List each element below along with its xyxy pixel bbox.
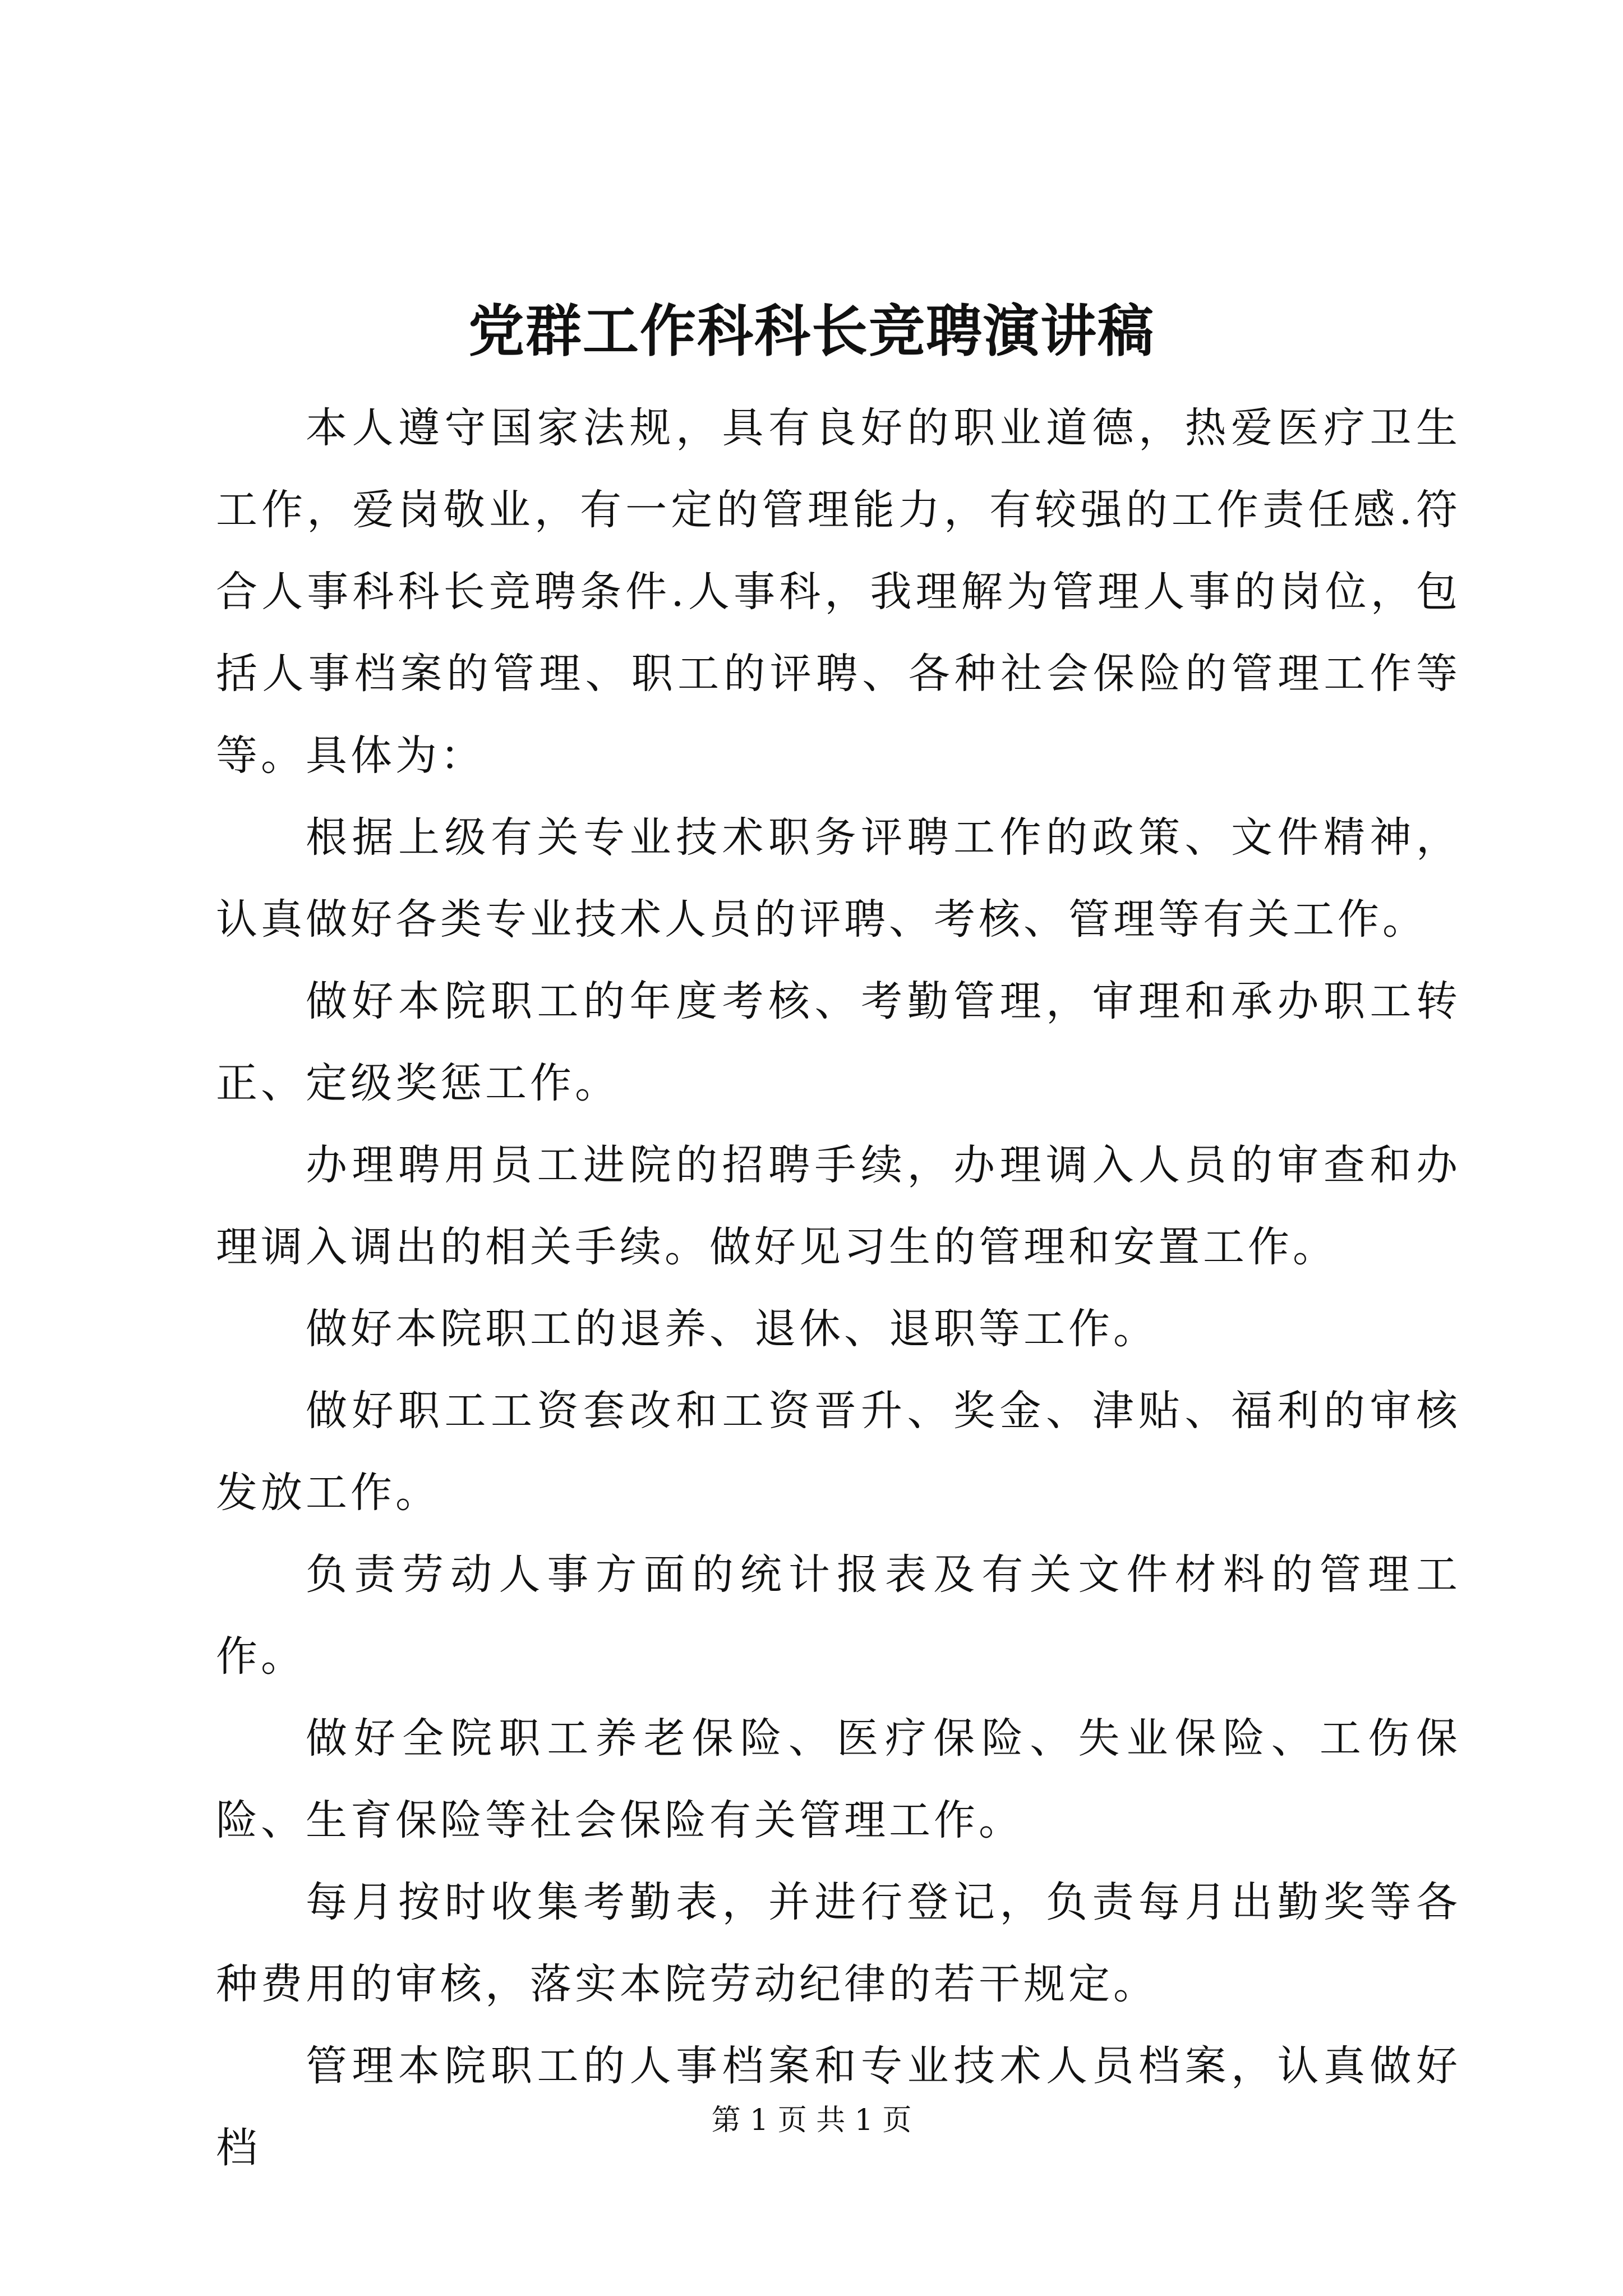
paragraph-item: 负责劳动人事方面的统计报表及有关文件材料的管理工作。 — [216, 1550, 1461, 1681]
paragraph-item: 做好全院职工养老保险、医疗保险、失业保险、工伤保险、生育保险等社会保险有关管理工作。 — [216, 1714, 1461, 1844]
paragraph-item: 管理本院职工的人事档案和专业技术人员档案，认真做好档 — [216, 2042, 1461, 2172]
document-body — [216, 387, 1461, 2189]
document-title: 党群工作科科长竞聘演讲稿 — [468, 298, 1155, 364]
paragraph-item: 根据上级有关专业技术职务评聘工作的政策、文件精神，认真做好各类专业技术人员的评聘、考核、管理等有关工作。 — [216, 813, 1461, 944]
paragraph-item: 做好职工工资套改和工资晋升、奖金、津贴、福利的审核发放工作。 — [216, 1387, 1461, 1517]
paragraph-item: 办理聘用员工进院的招聘手续，办理调入人员的审查和办理调入调出的相关手续。做好见习生的管理和安置工作。 — [216, 1141, 1461, 1271]
paragraph-item: 每月按时收集考勤表，并进行登记，负责每月出勤奖等各种费用的审核，落实本院劳动纪律的若干规定。 — [216, 1878, 1461, 2008]
page-footer: 第 1 页 共 1 页 — [711, 2104, 912, 2137]
paragraph-item: 做好本院职工的退养、退休、退职等工作。 — [306, 1305, 1158, 1353]
paragraph-intro: 本人遵守国家法规，具有良好的职业道德，热爱医疗卫生工作，爱岗敬业，有一定的管理能力，有较强的工作责任感.符合人事科科长竞聘条件.人事科，我理解为管理人事的岗位，包括人事档案的管理、职工的评聘、各种社会保险的管理工作等等。具体为： — [216, 404, 1461, 780]
paragraph-item: 做好本院职工的年度考核、考勤管理，审理和承办职工转正、定级奖惩工作。 — [216, 977, 1461, 1107]
